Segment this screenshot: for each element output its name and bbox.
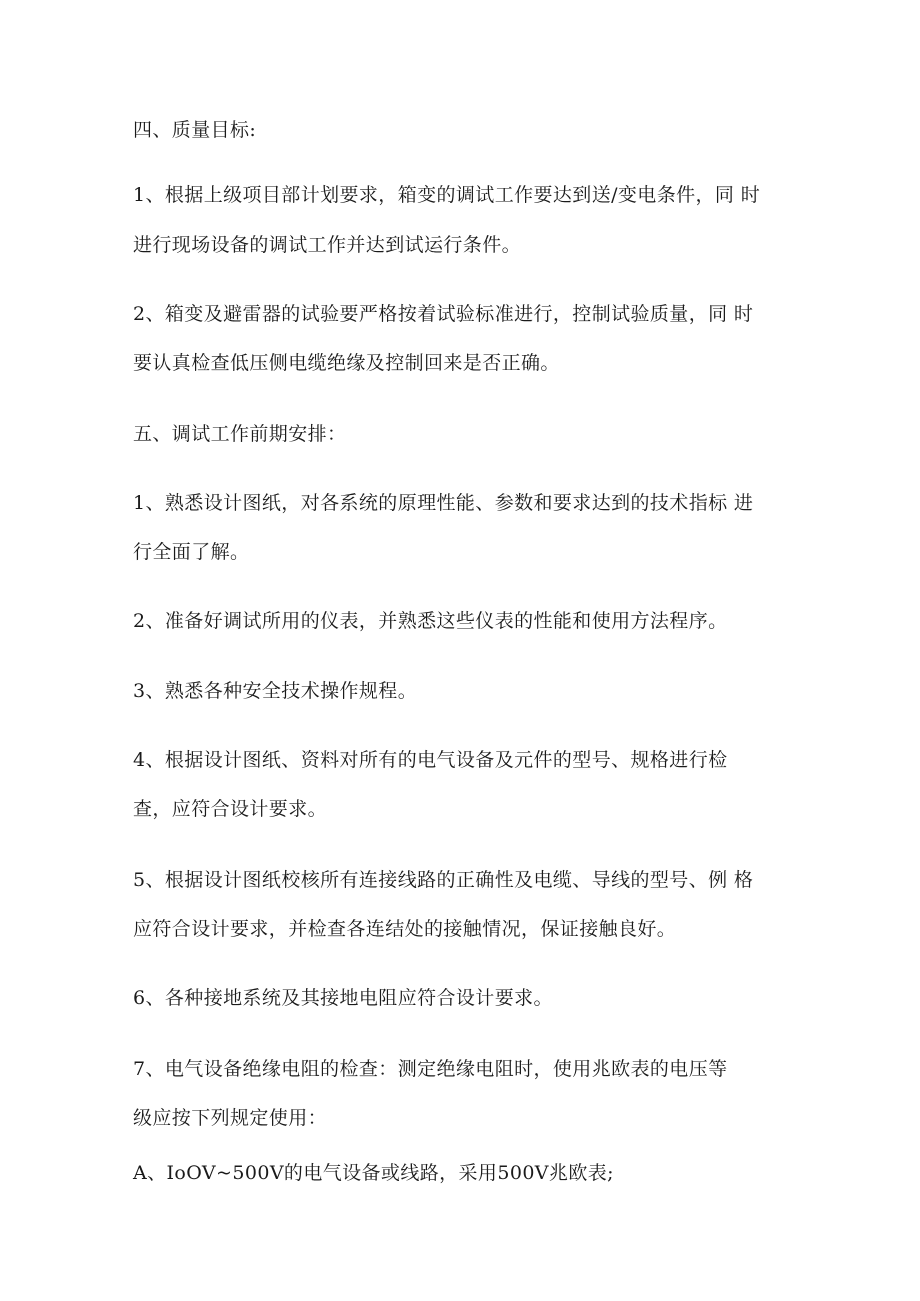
section-4-heading: 四、质量目标: (133, 119, 257, 141)
section-5-item-6-line-1: 6、各种接地系统及其接地电阻应符合设计要求。 (133, 987, 553, 1009)
section-5-heading: 五、调试工作前期安排： (133, 423, 347, 445)
section-5-item-1-line-2: 行全面了解。 (133, 541, 250, 563)
section-5-item-a-line-1: A、IoOV~500V的电气设备或线路，采用500V兆欧表; (133, 1162, 614, 1184)
section-5-item-5-line-1: 5、根据设计图纸校核所有连接线路的正确性及电缆、导线的型号、例 格 (133, 869, 754, 891)
section-4-item-2-line-1: 2、箱变及避雷器的试验要严格按着试验标准进行，控制试验质量，同 时 (133, 303, 754, 325)
section-5-item-1-line-1: 1、熟悉设计图纸，对各系统的原理性能、参数和要求达到的技术指标 进 (133, 492, 754, 514)
section-5-item-7-line-2: 级应按下列规定使用： (133, 1107, 328, 1129)
section-5-item-4-line-1: 4、根据设计图纸、资料对所有的电气设备及元件的型号、规格进行检 (133, 749, 728, 771)
section-5-item-7-line-1: 7、电气设备绝缘电阻的检查：测定绝缘电阻时，使用兆欧表的电压等 (133, 1058, 728, 1080)
section-5-item-5-line-2: 应符合设计要求，并检查各连结处的接触情况，保证接触良好。 (133, 918, 677, 940)
section-5-item-2-line-1: 2、准备好调试所用的仪表，并熟悉这些仪表的性能和使用方法程序。 (133, 610, 728, 632)
section-4-item-2-line-2: 要认真检查低压侧电缆绝缘及控制回来是否正确。 (133, 352, 560, 374)
section-5-item-4-line-2: 查，应符合设计要求。 (133, 798, 328, 820)
section-4-item-1-line-2: 进行现场设备的调试工作并达到试运行条件。 (133, 234, 522, 256)
section-5-item-3-line-1: 3、熟悉各种安全技术操作规程。 (133, 680, 418, 702)
section-4-item-1-line-1: 1、根据上级项目部计划要求，箱变的调试工作要达到送/变电条件，同 时 (133, 184, 761, 206)
